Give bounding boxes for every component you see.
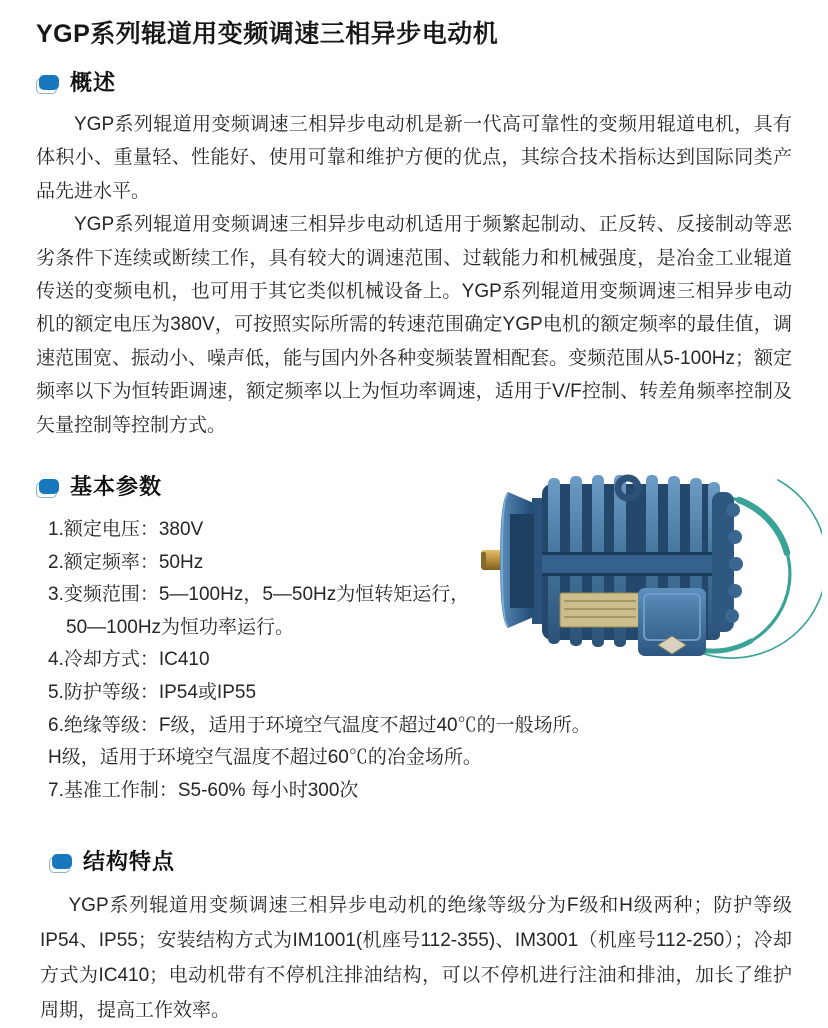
page-title: YGP系列辊道用变频调速三相异步电动机 — [36, 20, 499, 48]
motor-end-cap — [712, 492, 743, 632]
param-duty-cycle: 7.基准工作制：S5-60% 每小时300次 — [48, 779, 359, 801]
param-frequency-range: 3.变频范围：5—100Hz，5—50Hz为恒转矩运行， — [48, 584, 470, 606]
section-header-overview — [36, 69, 792, 97]
overview-heading: 概述 — [70, 70, 117, 95]
basic-params-heading: 基本参数 — [70, 474, 163, 500]
motor-nameplate — [560, 593, 640, 627]
bullet-fill-shape — [39, 479, 59, 494]
terminal-box — [638, 588, 706, 656]
overview-paragraph-2: YGP系列辊道用变频调速三相异步电动机适用于频繁起制动、正反转、反接制动等恶劣条件下连续或断续工作，具有较大的调速范围、过载能力和机械强度，是冶金工业辊道传送的变频电机，也可用于其它类似机械设备上。YGP系列辊道用变频调速三相异步电动机的额定电压为380V，可按照实际所需的转速范围确定YGP电机的额定频率的最佳值，调速范围宽、振动小、噪声低，能与国内外各种变频装置相配套。变频范围从5-100Hz；额定频率以下为恒转距调速，额定频率以上为恒功率调速，适用于V/F控制、转差角频率控制及矢量控制等控制方式。 — [36, 214, 792, 436]
param-rated-voltage: 1.额定电压：380V — [48, 519, 204, 541]
bullet-fill-shape — [39, 75, 59, 90]
param-insulation-class: 6.绝缘等级：F级，适用于环境空气温度不超过40℃的一般场所。 — [48, 714, 591, 736]
section-bullet-icon — [49, 853, 73, 872]
param-rated-frequency: 2.额定频率：50Hz — [48, 551, 204, 573]
motor-photo-illustration — [450, 462, 822, 697]
param-protection-class: 5.防护等级：IP54或IP55 — [48, 682, 257, 704]
motor-photo — [450, 462, 822, 697]
param-frequency-range-cont: 50—100Hz为恒功率运行。 — [66, 616, 295, 638]
section-header-structure-features — [49, 848, 792, 876]
overview-paragraph-1: YGP系列辊道用变频调速三相异步电动机是新一代高可靠性的变频用辊道电机，具有体积小、重量轻、性能好、使用可靠和维护方便的优点，其综合技术指标达到国际同类产品先进水平。 — [36, 114, 792, 202]
section-bullet-icon — [36, 478, 60, 497]
motor-flange — [500, 492, 548, 628]
structure-features-paragraph: YGP系列辊道用变频调速三相异步电动机的绝缘等级分为F级和H级两种；防护等级IP54、IP55；安装结构方式为IM1001(机座号112-355)、IM3001（机座号112-250）；冷却方式为IC410；电动机带有不停机注排油结构，可以不停机进行注油和排油，加长了维护周期，提高工作效率。 — [40, 895, 792, 1022]
param-insulation-class-cont: H级，适用于环境空气温度不超过60℃的冶金场所。 — [48, 747, 482, 769]
section-bullet-icon — [36, 74, 60, 93]
structure-features-heading: 结构特点 — [83, 849, 176, 875]
bullet-fill-shape — [52, 854, 72, 869]
param-cooling-method: 4.冷却方式：IC410 — [48, 649, 210, 671]
